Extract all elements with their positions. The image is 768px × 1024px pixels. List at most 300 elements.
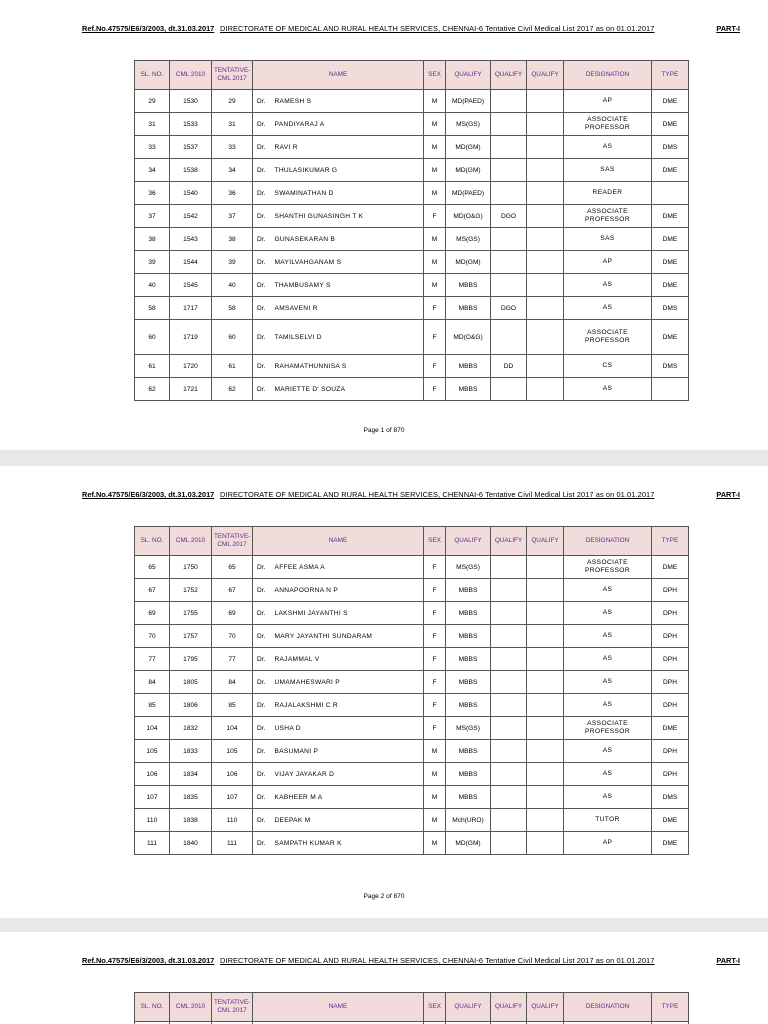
table-row [135, 205, 689, 228]
cell-cml-2010: 1720 [170, 355, 212, 378]
cell-sl-no: 60 [135, 320, 170, 355]
table-row [135, 671, 689, 694]
cell-type: DMS [652, 297, 689, 320]
cell-qualify-3 [527, 625, 564, 648]
table-row [135, 717, 689, 740]
table-row [135, 556, 689, 579]
cell-title: Dr. [253, 136, 274, 159]
cell-qualify-3 [527, 159, 564, 182]
cell-type: DPH [652, 740, 689, 763]
cell-cml-2010: 1752 [170, 579, 212, 602]
cell-sex: M [424, 136, 446, 159]
cell-name: AMSAVENI R [274, 297, 424, 320]
cell-qualify-2 [491, 625, 527, 648]
cell-type: DME [652, 809, 689, 832]
cell-qualify-3 [527, 355, 564, 378]
header-title: DIRECTORATE OF MEDICAL AND RURAL HEALTH SERVICES, CHENNAI-6 Tentative Civil Medical List 2017 as on 01.01.2017 [220, 956, 655, 965]
cell-qualify-3 [527, 786, 564, 809]
cell-qualify-3 [527, 378, 564, 401]
table-row [135, 809, 689, 832]
cell-name: MARY JAYANTHI SUNDARAM [274, 625, 424, 648]
cell-qualify-2: DD [491, 355, 527, 378]
cell-type [652, 378, 689, 401]
cell-title: Dr. [253, 297, 274, 320]
table-row [135, 355, 689, 378]
cell-designation: AS [564, 602, 652, 625]
cell-sex: M [424, 809, 446, 832]
cell-cml-2010: 1543 [170, 228, 212, 251]
page-header [82, 490, 740, 502]
cell-type: DMS [652, 786, 689, 809]
col-designation: DESIGNATION [564, 993, 652, 1022]
cell-type: DME [652, 832, 689, 855]
cell-cml-2017: 34 [212, 159, 253, 182]
cell-title: Dr. [253, 717, 274, 740]
cell-cml-2010: 1833 [170, 740, 212, 763]
cell-cml-2017: 105 [212, 740, 253, 763]
cell-sex: F [424, 355, 446, 378]
cell-sex: F [424, 671, 446, 694]
table-row [135, 694, 689, 717]
cell-cml-2017: 104 [212, 717, 253, 740]
cell-cml-2017: 110 [212, 809, 253, 832]
cell-designation: ASSOCIATE PROFESSOR [564, 717, 652, 740]
cell-cml-2017: 84 [212, 671, 253, 694]
cell-sl-no: 40 [135, 274, 170, 297]
table-row [135, 113, 689, 136]
cell-title: Dr. [253, 763, 274, 786]
cell-type [652, 182, 689, 205]
page-header [82, 24, 740, 36]
cell-title: Dr. [253, 274, 274, 297]
cell-sex: M [424, 182, 446, 205]
cell-sl-no: 36 [135, 182, 170, 205]
cell-qualify-1: MBBS [446, 579, 491, 602]
cell-designation: ASSOCIATE PROFESSOR [564, 205, 652, 228]
table-row [135, 136, 689, 159]
cell-title: Dr. [253, 579, 274, 602]
cell-cml-2010: 1835 [170, 786, 212, 809]
col-type: TYPE [652, 61, 689, 90]
cell-cml-2010: 1533 [170, 113, 212, 136]
cell-cml-2010: 1832 [170, 717, 212, 740]
col-tentative-cml-2017: TENTATIVE-CML 2017 [212, 61, 253, 90]
cell-sl-no: 37 [135, 205, 170, 228]
cell-qualify-1: MD(O&G) [446, 320, 491, 355]
cell-qualify-1: MBBS [446, 763, 491, 786]
cell-qualify-1: MBBS [446, 740, 491, 763]
cell-name: SWAMINATHAN D [274, 182, 424, 205]
cell-designation: AP [564, 832, 652, 855]
cell-title: Dr. [253, 355, 274, 378]
cell-name: THULASIKUMAR G [274, 159, 424, 182]
cell-title: Dr. [253, 159, 274, 182]
table-header-row [135, 527, 689, 556]
col-sl-no: SL. NO. [135, 61, 170, 90]
col-name: NAME [253, 61, 424, 90]
cell-qualify-2 [491, 159, 527, 182]
cell-qualify-1: MBBS [446, 378, 491, 401]
cell-sl-no: 105 [135, 740, 170, 763]
cell-type: DME [652, 113, 689, 136]
col-qualify-3: QUALIFY [527, 993, 564, 1022]
col-cml-2010: CML 2010 [170, 61, 212, 90]
cell-designation: READER [564, 182, 652, 205]
cell-cml-2017: 36 [212, 182, 253, 205]
cell-qualify-1: Mch(URO) [446, 809, 491, 832]
cell-type: DPH [652, 602, 689, 625]
cell-type: DPH [652, 694, 689, 717]
cell-designation: AS [564, 136, 652, 159]
cell-sl-no: 104 [135, 717, 170, 740]
cell-cml-2017: 33 [212, 136, 253, 159]
col-qualify-3: QUALIFY [527, 527, 564, 556]
cell-sex: M [424, 228, 446, 251]
cell-qualify-1: MS(GS) [446, 556, 491, 579]
cell-qualify-2 [491, 786, 527, 809]
cell-qualify-1: MD(PAED) [446, 90, 491, 113]
cell-cml-2017: 38 [212, 228, 253, 251]
table-row [135, 90, 689, 113]
cell-qualify-3 [527, 113, 564, 136]
cell-qualify-2 [491, 809, 527, 832]
cell-qualify-2 [491, 556, 527, 579]
cell-qualify-1: MBBS [446, 786, 491, 809]
cell-qualify-1: MD(PAED) [446, 182, 491, 205]
cell-cml-2010: 1750 [170, 556, 212, 579]
cell-name: AFFEE ASMA A [274, 556, 424, 579]
table-row [135, 251, 689, 274]
cell-type: DMS [652, 136, 689, 159]
cell-type: DME [652, 556, 689, 579]
cell-name: USHA D [274, 717, 424, 740]
cell-sex: F [424, 205, 446, 228]
col-name: NAME [253, 527, 424, 556]
cell-name: SAMPATH KUMAR K [274, 832, 424, 855]
table-header-row [135, 993, 689, 1022]
cell-qualify-3 [527, 228, 564, 251]
cell-qualify-2 [491, 320, 527, 355]
cell-sl-no: 84 [135, 671, 170, 694]
cell-qualify-2 [491, 113, 527, 136]
cell-type: DPH [652, 671, 689, 694]
table-row [135, 159, 689, 182]
col-qualify-2: QUALIFY [491, 993, 527, 1022]
table-row [135, 832, 689, 855]
col-qualify-2: QUALIFY [491, 527, 527, 556]
cell-qualify-3 [527, 136, 564, 159]
cell-title: Dr. [253, 648, 274, 671]
cell-qualify-1: MBBS [446, 694, 491, 717]
cell-name: TAMILSELVI D [274, 320, 424, 355]
table-row [135, 740, 689, 763]
col-sex: SEX [424, 993, 446, 1022]
cell-qualify-3 [527, 182, 564, 205]
cell-sex: F [424, 625, 446, 648]
cell-cml-2010: 1538 [170, 159, 212, 182]
medical-list-table [134, 60, 689, 401]
cell-qualify-1: MS(GS) [446, 113, 491, 136]
cell-sex: M [424, 832, 446, 855]
cell-title: Dr. [253, 182, 274, 205]
cell-qualify-3 [527, 740, 564, 763]
cell-cml-2017: 39 [212, 251, 253, 274]
cell-cml-2010: 1806 [170, 694, 212, 717]
cell-qualify-3 [527, 556, 564, 579]
cell-type: DPH [652, 579, 689, 602]
cell-sex: M [424, 159, 446, 182]
cell-type: DME [652, 90, 689, 113]
cell-type: DMS [652, 355, 689, 378]
cell-qualify-3 [527, 251, 564, 274]
cell-title: Dr. [253, 694, 274, 717]
cell-name: PANDIYARAJ A [274, 113, 424, 136]
cell-cml-2017: 77 [212, 648, 253, 671]
cell-title: Dr. [253, 625, 274, 648]
cell-cml-2017: 106 [212, 763, 253, 786]
cell-type: DPH [652, 625, 689, 648]
medical-list-table [134, 526, 689, 855]
cell-designation: AS [564, 648, 652, 671]
cell-sl-no: 107 [135, 786, 170, 809]
cell-cml-2010: 1545 [170, 274, 212, 297]
cell-sex: F [424, 717, 446, 740]
cell-cml-2017: 111 [212, 832, 253, 855]
cell-name: ANNAPOORNA N P [274, 579, 424, 602]
col-cml-2010: CML 2010 [170, 993, 212, 1022]
cell-qualify-1: MS(GS) [446, 717, 491, 740]
cell-sl-no: 61 [135, 355, 170, 378]
table-row [135, 320, 689, 355]
col-designation: DESIGNATION [564, 61, 652, 90]
col-tentative-cml-2017: TENTATIVE-CML 2017 [212, 993, 253, 1022]
col-tentative-cml-2017: TENTATIVE-CML 2017 [212, 527, 253, 556]
cell-cml-2017: 65 [212, 556, 253, 579]
cell-cml-2010: 1719 [170, 320, 212, 355]
cell-qualify-1: MS(GS) [446, 228, 491, 251]
cell-cml-2010: 1840 [170, 832, 212, 855]
cell-cml-2017: 61 [212, 355, 253, 378]
document-page-3 [0, 932, 768, 1024]
cell-designation: AS [564, 740, 652, 763]
cell-qualify-1: MD(O&G) [446, 205, 491, 228]
cell-title: Dr. [253, 205, 274, 228]
cell-sex: F [424, 556, 446, 579]
cell-sl-no: 33 [135, 136, 170, 159]
cell-qualify-2 [491, 832, 527, 855]
table-row [135, 274, 689, 297]
cell-designation: ASSOCIATE PROFESSOR [564, 113, 652, 136]
cell-qualify-2 [491, 579, 527, 602]
cell-cml-2010: 1530 [170, 90, 212, 113]
cell-cml-2017: 85 [212, 694, 253, 717]
col-qualify-3: QUALIFY [527, 61, 564, 90]
col-type: TYPE [652, 527, 689, 556]
cell-qualify-2 [491, 671, 527, 694]
header-ref: Ref.No.47575/E6/3/2003, dt.31.03.2017 [82, 956, 215, 965]
cell-type: DME [652, 717, 689, 740]
cell-sl-no: 70 [135, 625, 170, 648]
col-sex: SEX [424, 527, 446, 556]
cell-name: LAKSHMI JAYANTHI S [274, 602, 424, 625]
col-qualify-1: QUALIFY [446, 61, 491, 90]
cell-title: Dr. [253, 90, 274, 113]
table-body [135, 556, 689, 855]
cell-sex: M [424, 740, 446, 763]
cell-name: MAYILVAHGANAM S [274, 251, 424, 274]
cell-name: DEEPAK M [274, 809, 424, 832]
cell-cml-2010: 1757 [170, 625, 212, 648]
cell-designation: SAS [564, 228, 652, 251]
cell-cml-2010: 1805 [170, 671, 212, 694]
cell-qualify-1: MBBS [446, 297, 491, 320]
cell-title: Dr. [253, 113, 274, 136]
cell-designation: AS [564, 694, 652, 717]
cell-qualify-1: MD(GM) [446, 136, 491, 159]
cell-cml-2010: 1834 [170, 763, 212, 786]
cell-qualify-3 [527, 809, 564, 832]
cell-qualify-1: MBBS [446, 274, 491, 297]
cell-sex: M [424, 113, 446, 136]
cell-sl-no: 39 [135, 251, 170, 274]
cell-sl-no: 69 [135, 602, 170, 625]
cell-cml-2010: 1717 [170, 297, 212, 320]
cell-cml-2010: 1721 [170, 378, 212, 401]
cell-sl-no: 65 [135, 556, 170, 579]
cell-qualify-2 [491, 182, 527, 205]
cell-qualify-3 [527, 205, 564, 228]
cell-cml-2017: 40 [212, 274, 253, 297]
cell-sex: M [424, 763, 446, 786]
cell-cml-2010: 1537 [170, 136, 212, 159]
cell-cml-2010: 1795 [170, 648, 212, 671]
cell-cml-2017: 29 [212, 90, 253, 113]
cell-qualify-2 [491, 251, 527, 274]
table-row [135, 182, 689, 205]
cell-title: Dr. [253, 786, 274, 809]
cell-qualify-1: MBBS [446, 602, 491, 625]
cell-qualify-2 [491, 228, 527, 251]
header-title: DIRECTORATE OF MEDICAL AND RURAL HEALTH SERVICES, CHENNAI-6 Tentative Civil Medical List 2017 as on 01.01.2017 [220, 24, 655, 33]
cell-cml-2017: 107 [212, 786, 253, 809]
cell-qualify-3 [527, 832, 564, 855]
cell-name: SHANTHI GUNASINGH T K [274, 205, 424, 228]
cell-cml-2017: 60 [212, 320, 253, 355]
cell-qualify-3 [527, 320, 564, 355]
cell-qualify-3 [527, 602, 564, 625]
cell-sl-no: 111 [135, 832, 170, 855]
cell-name: RAHAMATHUNNISA S [274, 355, 424, 378]
cell-designation: ASSOCIATE PROFESSOR [564, 320, 652, 355]
cell-qualify-2 [491, 763, 527, 786]
cell-title: Dr. [253, 740, 274, 763]
table-row [135, 297, 689, 320]
medical-list-table [134, 992, 689, 1024]
col-cml-2010: CML 2010 [170, 527, 212, 556]
cell-cml-2010: 1544 [170, 251, 212, 274]
cell-sex: M [424, 90, 446, 113]
cell-sl-no: 58 [135, 297, 170, 320]
col-qualify-1: QUALIFY [446, 993, 491, 1022]
cell-type: DME [652, 274, 689, 297]
cell-sex: F [424, 602, 446, 625]
cell-type: DME [652, 159, 689, 182]
cell-sl-no: 34 [135, 159, 170, 182]
cell-designation: CS [564, 355, 652, 378]
cell-cml-2017: 37 [212, 205, 253, 228]
cell-cml-2017: 62 [212, 378, 253, 401]
cell-cml-2017: 67 [212, 579, 253, 602]
table-body [135, 90, 689, 401]
header-part: PART-I [716, 956, 740, 965]
cell-sex: F [424, 648, 446, 671]
cell-qualify-2 [491, 717, 527, 740]
cell-title: Dr. [253, 378, 274, 401]
cell-designation: TUTOR [564, 809, 652, 832]
cell-sex: M [424, 251, 446, 274]
cell-qualify-2 [491, 90, 527, 113]
cell-name: THAMBUSAMY S [274, 274, 424, 297]
cell-name: RAVI R [274, 136, 424, 159]
cell-type: DPH [652, 763, 689, 786]
cell-title: Dr. [253, 602, 274, 625]
cell-designation: ASSOCIATE PROFESSOR [564, 556, 652, 579]
cell-type: DPH [652, 648, 689, 671]
col-designation: DESIGNATION [564, 527, 652, 556]
table-row [135, 579, 689, 602]
col-name: NAME [253, 993, 424, 1022]
col-qualify-2: QUALIFY [491, 61, 527, 90]
cell-designation: AS [564, 671, 652, 694]
cell-name: GUNASEKARAN B [274, 228, 424, 251]
table-row [135, 228, 689, 251]
cell-qualify-2 [491, 136, 527, 159]
cell-qualify-2 [491, 694, 527, 717]
cell-sex: F [424, 297, 446, 320]
cell-type: DME [652, 228, 689, 251]
table-row [135, 648, 689, 671]
cell-cml-2017: 31 [212, 113, 253, 136]
cell-designation: SAS [564, 159, 652, 182]
cell-qualify-2 [491, 602, 527, 625]
col-sl-no: SL. NO. [135, 527, 170, 556]
cell-cml-2010: 1542 [170, 205, 212, 228]
cell-qualify-1: MBBS [446, 355, 491, 378]
cell-sex: F [424, 378, 446, 401]
cell-designation: AS [564, 763, 652, 786]
header-part: PART-I [716, 490, 740, 499]
cell-designation: AS [564, 786, 652, 809]
cell-qualify-2 [491, 740, 527, 763]
table-row [135, 602, 689, 625]
cell-qualify-1: MBBS [446, 648, 491, 671]
cell-designation: AP [564, 90, 652, 113]
cell-name: VIJAY JAYAKAR D [274, 763, 424, 786]
cell-qualify-3 [527, 90, 564, 113]
cell-title: Dr. [253, 228, 274, 251]
cell-qualify-3 [527, 274, 564, 297]
cell-sl-no: 38 [135, 228, 170, 251]
cell-qualify-3 [527, 763, 564, 786]
header-title: DIRECTORATE OF MEDICAL AND RURAL HEALTH SERVICES, CHENNAI-6 Tentative Civil Medical List 2017 as on 01.01.2017 [220, 490, 655, 499]
cell-name: MARIETTE D' SOUZA [274, 378, 424, 401]
cell-qualify-3 [527, 671, 564, 694]
cell-name: BASUMANI P [274, 740, 424, 763]
cell-title: Dr. [253, 320, 274, 355]
cell-title: Dr. [253, 832, 274, 855]
cell-type: DME [652, 251, 689, 274]
cell-sl-no: 67 [135, 579, 170, 602]
